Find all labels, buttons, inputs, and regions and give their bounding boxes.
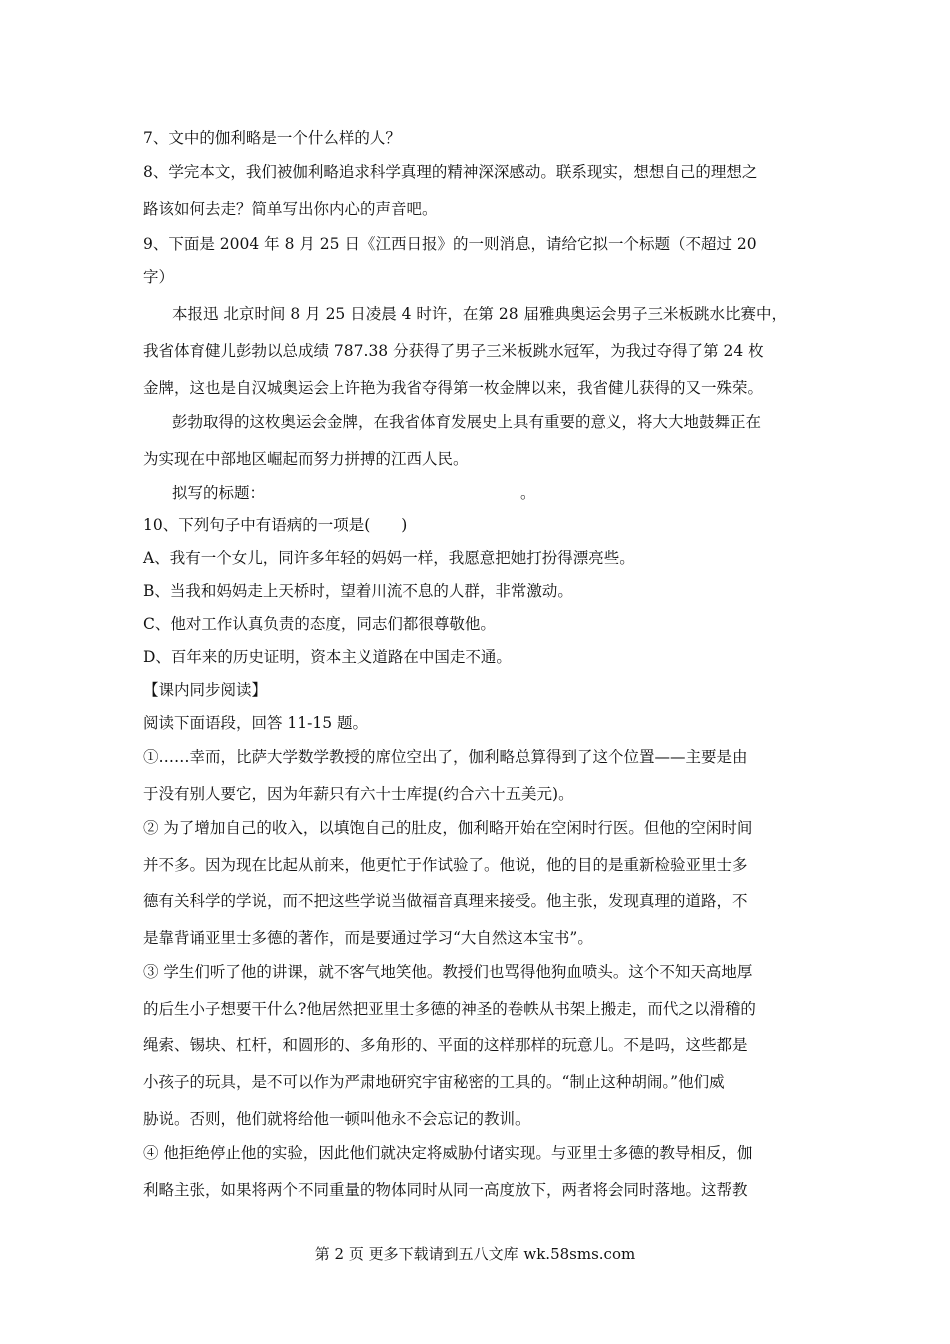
- news-paragraph-2-line-2: 为实现在中部地区崛起而努力拼搏的江西人民。: [143, 450, 469, 468]
- news-paragraph-1-line-1: 本报迅 北京时间 8 月 25 日凌晨 4 时许，在第 28 届雅典奥运会男子三米板跳水比赛中，: [172, 305, 788, 323]
- question-10-option-a: A、我有一个女儿，同许多年轻的妈妈一样，我愿意把她打扮得漂亮些。: [143, 549, 635, 567]
- reading-section-title: 【课内同步阅读】: [143, 681, 268, 699]
- reading-line: 并不多。因为现在比起从前来，他更忙于作试验了。他说，他的目的是重新检验亚里士多: [143, 856, 748, 874]
- reading-line: 是靠背诵亚里士多德的著作，而是要通过学习“大自然这本宝书”。: [143, 929, 593, 947]
- title-end-mark: 。: [520, 484, 536, 502]
- reading-line: 德有关科学的学说，而不把这些学说当做福音真理来接受。他主张，发现真理的道路，不: [143, 892, 748, 910]
- title-answer-line: [172, 483, 852, 503]
- reading-line: ①……幸而，比萨大学数学教授的席位空出了，伽利略总算得到了这个位置——主要是由: [143, 748, 748, 766]
- question-9-line-1: 9、下面是 2004 年 8 月 25 日《江西日报》的一则消息，请给它拟一个标题（不超过 20: [143, 235, 757, 253]
- reading-line: ④ 他拒绝停止他的实验，因此他们就决定将威胁付诸实现。与亚里士多德的教导相反，伽: [143, 1144, 753, 1162]
- news-paragraph-1-line-3: 金牌，这也是自汉城奥运会上许艳为我省夺得第一枚金牌以来，我省健儿获得的又一殊荣。: [143, 379, 764, 397]
- page-footer: 第 2 页 更多下载请到五八文库 wk.58sms.com: [314, 1245, 636, 1263]
- question-9-line-2: 字）: [143, 268, 175, 286]
- title-prompt: 拟写的标题：: [172, 484, 266, 502]
- reading-line: 胁说。否则，他们就将给他一顿叫他永不会忘记的教训。: [143, 1110, 531, 1128]
- question-8-line-2: 路该如何去走？简单写出你内心的声音吧。: [143, 200, 438, 218]
- reading-line: 绳索、锡块、杠杆，和圆形的、多角形的、平面的这样那样的玩意儿。不是吗，这些都是: [143, 1036, 748, 1054]
- question-10-option-d: D、百年来的历史证明，资本主义道路在中国走不通。: [143, 648, 512, 666]
- question-10-stem: 10、下列句子中有语病的一项是( ): [143, 516, 408, 534]
- reading-line: ② 为了增加自己的收入，以填饱自己的肚皮，伽利略开始在空闲时行医。但他的空闲时间: [143, 819, 753, 837]
- question-10-option-c: C、他对工作认真负责的态度，同志们都很尊敬他。: [143, 615, 496, 633]
- question-7: 7、文中的伽利略是一个什么样的人？: [143, 129, 401, 147]
- reading-line: 小孩子的玩具，是不可以作为严肃地研究宇宙秘密的工具的。“制止这种胡闹。”他们威: [143, 1073, 725, 1091]
- reading-line: 的后生小子想要干什么?他居然把亚里士多德的神圣的卷帙从书架上搬走，而代之以滑稽的: [143, 1000, 756, 1018]
- reading-line: 利略主张，如果将两个不同重量的物体同时从同一高度放下，两者将会同时落地。这帮教: [143, 1181, 748, 1199]
- question-10-option-b: B、当我和妈妈走上天桥时，望着川流不息的人群，非常激动。: [143, 582, 573, 600]
- reading-line: 于没有别人要它，因为年薪只有六十士库提(约合六十五美元)。: [143, 785, 574, 803]
- reading-instruction: 阅读下面语段，回答 11-15 题。: [143, 714, 369, 732]
- reading-line: ③ 学生们听了他的讲课，就不客气地笑他。教授们也骂得他狗血喷头。这个不知天高地厚: [143, 963, 753, 981]
- question-8-line-1: 8、学完本文，我们被伽利略追求科学真理的精神深深感动。联系现实，想想自己的理想之: [143, 163, 758, 181]
- news-paragraph-1-line-2: 我省体育健儿彭勃以总成绩 787.38 分获得了男子三米板跳水冠军，为我过夺得了第 24 枚: [143, 342, 764, 360]
- news-paragraph-2-line-1: 彭勃取得的这枚奥运会金牌，在我省体育发展史上具有重要的意义，将大大地鼓舞正在: [172, 413, 762, 431]
